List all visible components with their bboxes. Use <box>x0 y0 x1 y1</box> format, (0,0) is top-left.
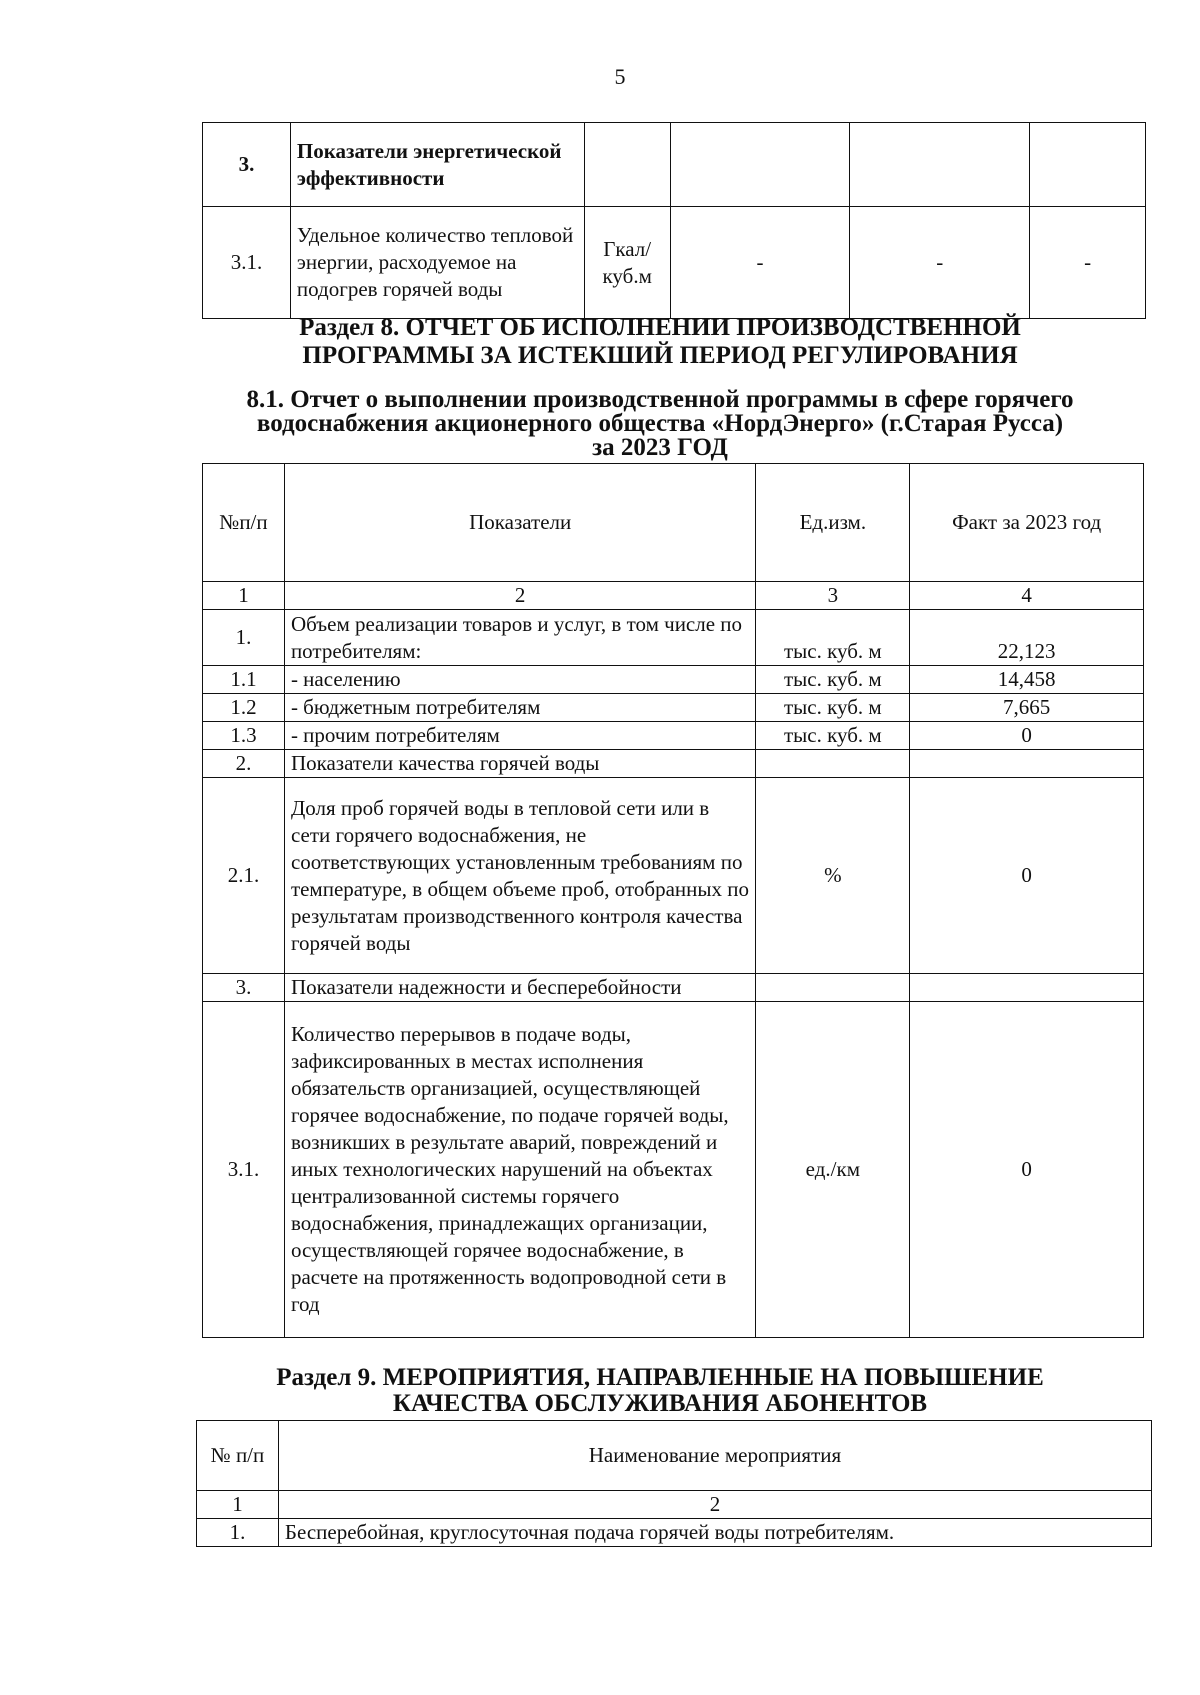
indicator-label: Доля проб горячей воды в тепловой сети или в сети горячего водоснабжения, не соответствующих установленным требованиям по температуре, в общем объеме проб, отобранных по результатам производственного контроля качества горячей воды <box>284 778 755 974</box>
measures-table <box>196 1420 1152 1547</box>
column-number: 2 <box>284 582 755 610</box>
row-number: 1. <box>203 610 285 666</box>
unit-cell <box>584 123 670 207</box>
row-number: 1.2 <box>203 694 285 722</box>
indicator-label: Количество перерывов в подаче воды, зафиксированных в местах исполнения обязательств организацией, осуществляющей горячее водоснабжение, по подаче горячей воды, возникших в результате аварий, повреждений и иных технологических нарушений на объектах централизованной системы горячего водоснабжения, принадлежащих организации, осуществляющей горячее водоснабжение, в расчете на протяженность водопроводной сети в год <box>284 1002 755 1338</box>
subtitle-line: за 2023 ГОД <box>592 434 728 461</box>
indicator-label: - прочим потребителям <box>284 722 755 750</box>
energy-efficiency-table <box>202 122 1146 319</box>
column-number: 1 <box>197 1491 279 1519</box>
unit-cell: % <box>756 778 910 974</box>
value-cell: 0 <box>910 778 1144 974</box>
column-header: Ед.изм. <box>756 464 910 582</box>
section-8-subtitle <box>170 388 1150 460</box>
row-number: 1.1 <box>203 666 285 694</box>
indicator-label: Показатели надежности и бесперебойности <box>284 974 755 1002</box>
indicator-label: Удельное количество тепловой энергии, расходуемое на подогрев горячей воды <box>290 207 584 319</box>
column-header: №п/п <box>203 464 285 582</box>
table-row <box>203 1002 1144 1338</box>
column-number-row <box>197 1491 1152 1519</box>
column-header: Факт за 2023 год <box>910 464 1144 582</box>
value-cell <box>910 750 1144 778</box>
value-cell: 22,123 <box>910 610 1144 666</box>
value-cell: - <box>670 207 850 319</box>
row-number: 3.1. <box>203 207 291 319</box>
table-row <box>203 666 1144 694</box>
value-cell <box>1030 123 1146 207</box>
value-cell <box>670 123 850 207</box>
row-number: 2. <box>203 750 285 778</box>
report-table <box>202 463 1144 1338</box>
section-9-title-line: Раздел 9. МЕРОПРИЯТИЯ, НАПРАВЛЕННЫЕ НА ПОВЫШЕНИЕ <box>276 1364 1044 1391</box>
unit-cell: тыс. куб. м <box>756 666 910 694</box>
value-cell: 7,665 <box>910 694 1144 722</box>
row-number: 1. <box>197 1519 279 1547</box>
table-row <box>203 694 1144 722</box>
row-number: 3. <box>203 123 291 207</box>
indicator-label: Показатели качества горячей воды <box>284 750 755 778</box>
column-number-row <box>203 582 1144 610</box>
table-row <box>203 974 1144 1002</box>
subtitle-line: 8.1. Отчет о выполнении производственной программы в сфере горячего <box>246 386 1074 413</box>
section-9-title-line: КАЧЕСТВА ОБСЛУЖИВАНИЯ АБОНЕНТОВ <box>392 1390 928 1417</box>
row-number: 1.3 <box>203 722 285 750</box>
value-cell: 14,458 <box>910 666 1144 694</box>
column-number: 1 <box>203 582 285 610</box>
indicator-label: - населению <box>284 666 755 694</box>
column-header: Наименование мероприятия <box>278 1421 1151 1491</box>
section-9-title <box>170 1365 1150 1417</box>
table-row <box>203 123 1146 207</box>
unit-cell <box>756 974 910 1002</box>
table-row <box>197 1519 1152 1547</box>
unit-cell: тыс. куб. м <box>756 694 910 722</box>
table-row <box>203 207 1146 319</box>
indicator-label: Показатели энергетической эффективности <box>290 123 584 207</box>
value-cell: - <box>1030 207 1146 319</box>
value-cell: - <box>850 207 1030 319</box>
table-row <box>203 778 1144 974</box>
row-number: 2.1. <box>203 778 285 974</box>
unit-cell: тыс. куб. м <box>756 610 910 666</box>
column-number: 2 <box>278 1491 1151 1519</box>
table-row <box>203 722 1144 750</box>
row-number: 3. <box>203 974 285 1002</box>
table-row <box>203 610 1144 666</box>
unit-cell: ед./км <box>756 1002 910 1338</box>
value-cell <box>850 123 1030 207</box>
value-cell: 0 <box>910 722 1144 750</box>
section-8-title-line: Раздел 8. ОТЧЕТ ОБ ИСПОЛНЕНИИ ПРОИЗВОДСТВЕННОЙ <box>299 314 1021 341</box>
unit-cell: Гкал/ куб.м <box>584 207 670 319</box>
unit-cell <box>756 750 910 778</box>
value-cell <box>910 974 1144 1002</box>
section-8-title <box>170 314 1150 370</box>
column-number: 4 <box>910 582 1144 610</box>
subtitle-line: водоснабжения акционерного общества «НордЭнерго» (г.Старая Русса) <box>256 410 1064 437</box>
indicator-label: Объем реализации товаров и услуг, в том числе по потребителям: <box>284 610 755 666</box>
section-8-title-line: ПРОГРАММЫ ЗА ИСТЕКШИЙ ПЕРИОД РЕГУЛИРОВАНИЯ <box>302 342 1018 369</box>
page-number: 5 <box>614 64 626 89</box>
column-header: № п/п <box>197 1421 279 1491</box>
value-cell: 0 <box>910 1002 1144 1338</box>
unit-cell: тыс. куб. м <box>756 722 910 750</box>
row-number: 3.1. <box>203 1002 285 1338</box>
measure-label: Бесперебойная, круглосуточная подача горячей воды потребителям. <box>278 1519 1151 1547</box>
table-row <box>203 750 1144 778</box>
column-number: 3 <box>756 582 910 610</box>
column-header: Показатели <box>284 464 755 582</box>
table-header-row <box>197 1421 1152 1491</box>
indicator-label: - бюджетным потребителям <box>284 694 755 722</box>
table-header-row <box>203 464 1144 582</box>
